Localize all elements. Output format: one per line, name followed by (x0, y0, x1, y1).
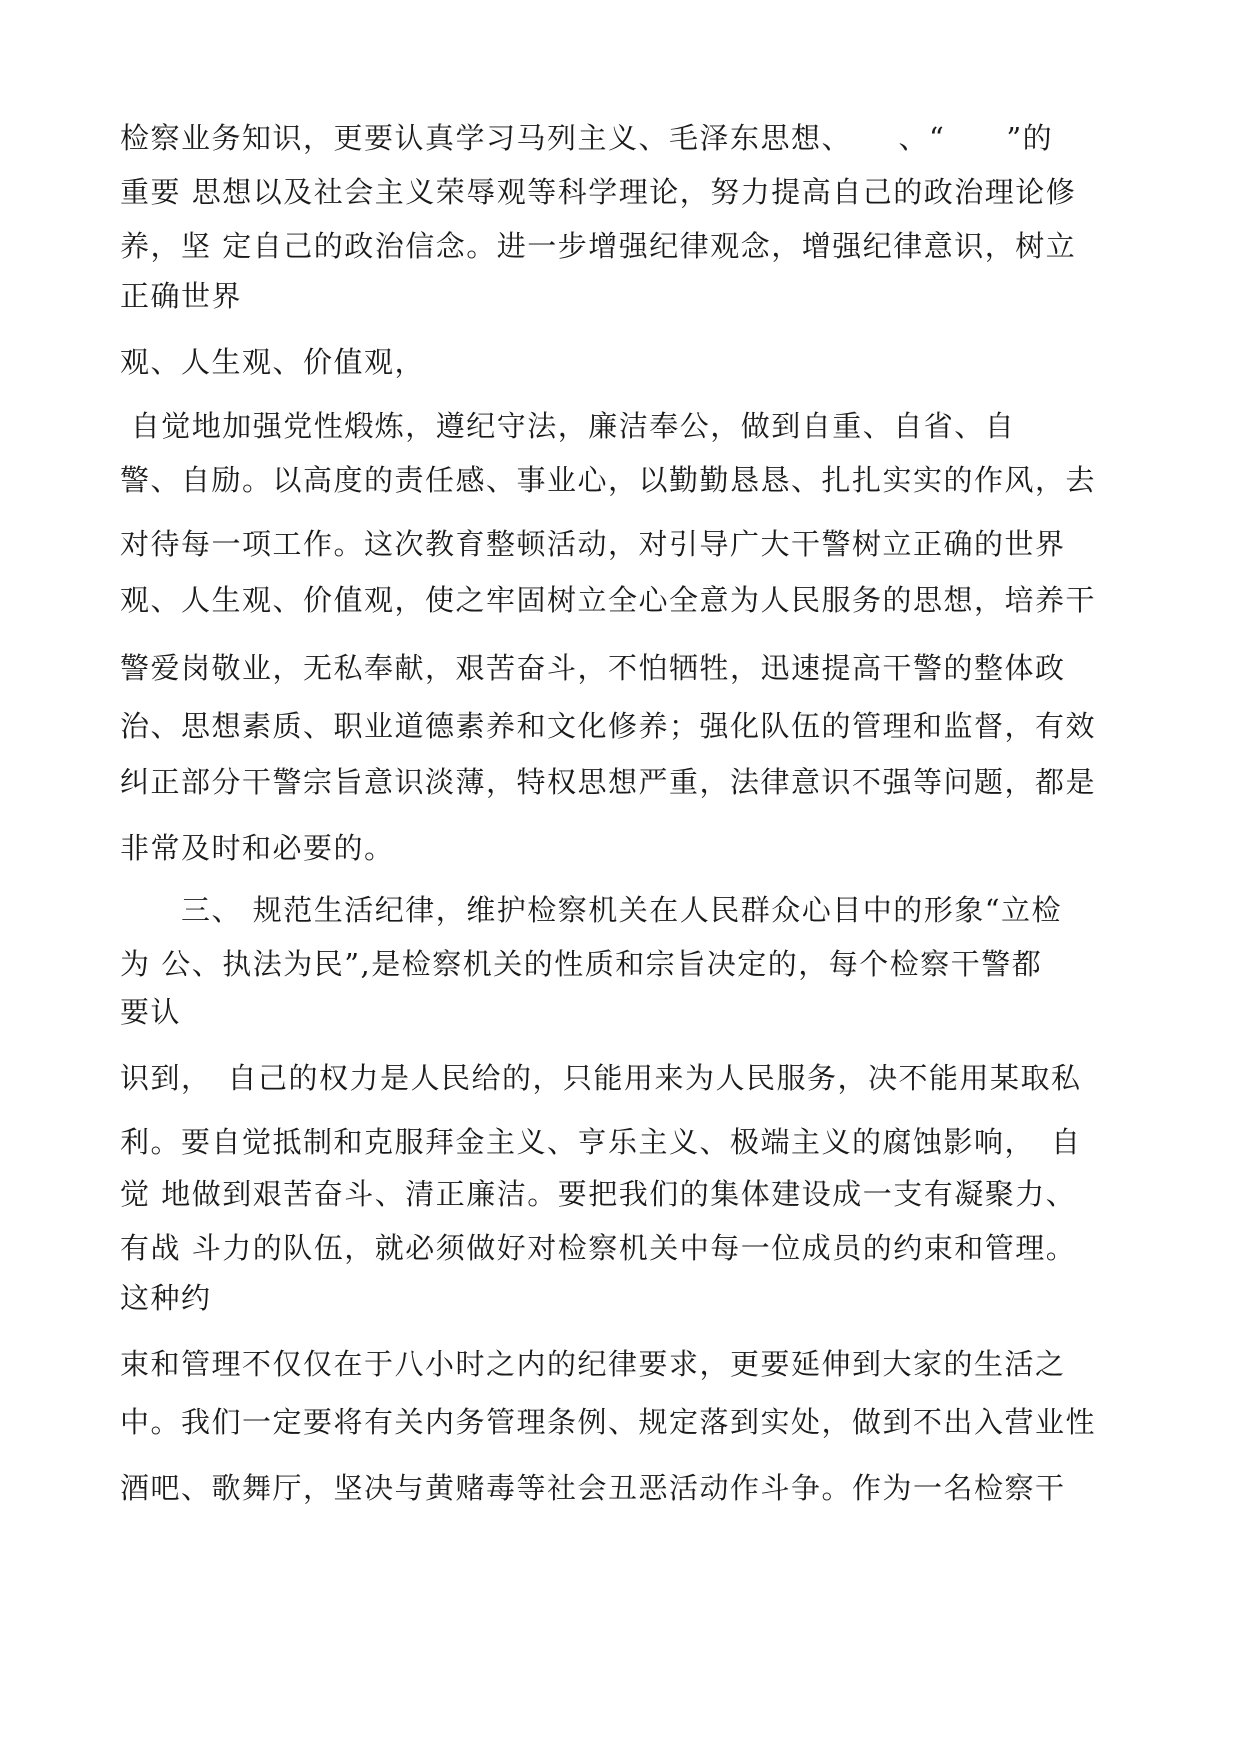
text-line: 对待每一项工作。这次教育整顿活动，对引导广大干警树立正确的世界 (120, 527, 1066, 561)
text-line: 酒吧、歌舞厅，坚决与黄赌毒等社会丑恶活动作斗争。作为一名检察干 (120, 1471, 1066, 1505)
text-line: 治、思想素质、职业道德素养和文化修养；强化队伍的管理和监督，有效 (120, 709, 1097, 743)
text-line: 警爱岗敬业，无私奉献，艰苦奋斗，不怕牺牲，迅速提高干警的整体政 (120, 651, 1066, 685)
text-line: 识到， 自己的权力是人民给的，只能用来为人民服务，决不能用某取私 (120, 1061, 1082, 1095)
text-line: 觉 地做到艰苦奋斗、清正廉洁。要把我们的集体建设成一支有凝聚力、 (120, 1177, 1077, 1211)
text-line: 非常及时和必要的。 (120, 831, 395, 865)
text-line: 正确世界 (120, 279, 243, 313)
text-line: 为 公、执法为民”,是检察机关的性质和宗旨决定的，每个检察干警都 (120, 947, 1043, 981)
text-line: 自觉地加强党性煅炼，遵纪守法，廉洁奉公，做到自重、自省、自 (120, 409, 1016, 443)
text-line: 检察业务知识，更要认真学习马列主义、毛泽东思想、 、“ ”的 (120, 121, 1054, 155)
text-line: 警、自励。以高度的责任感、事业心，以勤勤恳恳、扎扎实实的作风，去 (120, 463, 1097, 497)
text-line: 观、人生观、价值观， (120, 345, 426, 379)
text-line: 纠正部分干警宗旨意识淡薄，特权思想严重，法律意识不强等问题，都是 (120, 765, 1097, 799)
text-line: 养，坚 定自己的政治信念。进一步增强纪律观念，增强纪律意识，树立 (120, 229, 1077, 263)
text-line: 观、人生观、价值观，使之牢固树立全心全意为人民服务的思想，培养干 (120, 583, 1097, 617)
text-line: 要认 (120, 995, 182, 1029)
text-line: 束和管理不仅仅在于八小时之内的纪律要求，更要延伸到大家的生活之 (120, 1347, 1066, 1381)
text-line: 中。我们一定要将有关内务管理条例、规定落到实处，做到不出入营业性 (120, 1405, 1097, 1439)
text-line: 这种约 (120, 1281, 212, 1315)
text-line: 重要 思想以及社会主义荣辱观等科学理论，努力提高自己的政治理论修 (120, 175, 1077, 209)
text-line: 三、 规范生活纪律，维护检察机关在人民群众心目中的形象“立检 (120, 893, 1063, 927)
text-line: 利。要自觉抵制和克服拜金主义、亨乐主义、极端主义的腐蚀影响， 自 (120, 1125, 1082, 1159)
text-line: 有战 斗力的队伍，就必须做好对检察机关中每一位成员的约束和管理。 (120, 1231, 1077, 1265)
